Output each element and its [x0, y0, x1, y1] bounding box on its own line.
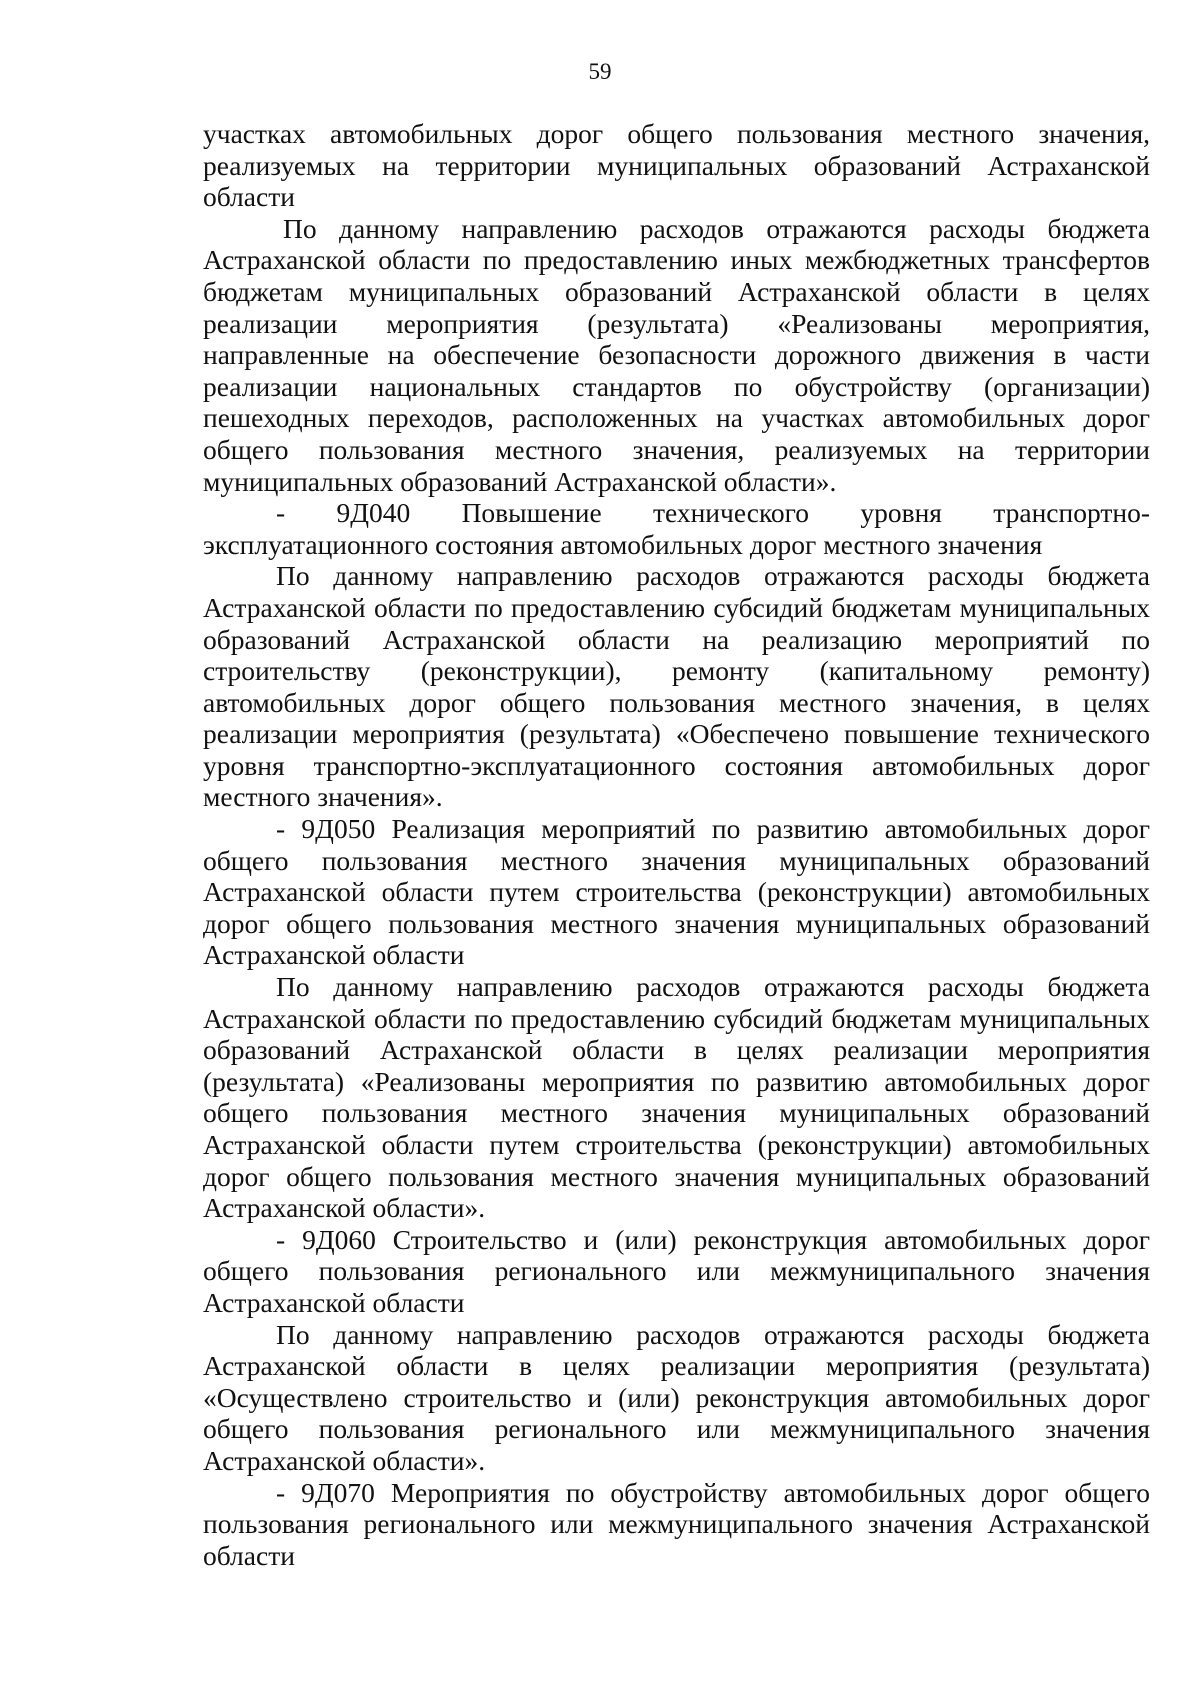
document-body [203, 118, 1150, 1571]
paragraph-code-heading: - 9Д050 Реализация мероприятий по развитию автомобильных дорог общего пользования местного значения муниципальных образований Астраханской области путем строительства (реконструкции) автомобильных дорог общего пользования местного значения муниципальных образований Астраханской области [203, 813, 1150, 971]
paragraph-description: По данному направлению расходов отражаются расходы бюджета Астраханской области по предоставлению субсидий бюджетам муниципальных образований Астраханской области в целях реализации мероприятия (результата) «Реализованы мероприятия по развитию автомобильных дорог общего пользования местного значения муниципальных образований Астраханской области путем строительства (реконструкции) автомобильных дорог общего пользования местного значения муниципальных образований Астраханской области». [203, 971, 1150, 1224]
paragraph-code-heading: - 9Д040 Повышение технического уровня транспортно-эксплуатационного состояния автомобильных дорог местного значения [203, 497, 1150, 560]
paragraph-code-heading: - 9Д060 Строительство и (или) реконструкция автомобильных дорог общего пользования регионального или межмуниципального значения Астраханской области [203, 1223, 1150, 1318]
paragraph-code-heading: - 9Д070 Мероприятия по обустройству автомобильных дорог общего пользования регионального или межмуниципального значения Астраханской области [203, 1476, 1150, 1571]
paragraph-description: По данному направлению расходов отражаются расходы бюджета Астраханской области в целях реализации мероприятия (результата) «Осуществлено строительство и (или) реконструкция автомобильных дорог общего пользования регионального или межмуниципального значения Астраханской области». [203, 1318, 1150, 1476]
paragraph-description: По данному направлению расходов отражаются расходы бюджета Астраханской области по предоставлению иных межбюджетных трансфертов бюджетам муниципальных образований Астраханской области в целях реализации мероприятия (результата) «Реализованы мероприятия, направленные на обеспечение безопасности дорожного движения в части реализации национальных стандартов по обустройству (организации) пешеходных переходов, расположенных на участках автомобильных дорог общего пользования местного значения, реализуемых на территории муниципальных образований Астраханской области». [203, 212, 1150, 497]
paragraph-continuation: участках автомобильных дорог общего пользования местного значения, реализуемых на территории муниципальных образований Астраханской области [203, 118, 1150, 213]
paragraph-description: По данному направлению расходов отражаются расходы бюджета Астраханской области по предоставлению субсидий бюджетам муниципальных образований Астраханской области на реализацию мероприятий по строительству (реконструкции), ремонту (капитальному ремонту) автомобильных дорог общего пользования местного значения, в целях реализации мероприятия (результата) «Обеспечено повышение технического уровня транспортно-эксплуатационного состояния автомобильных дорог местного значения». [203, 560, 1150, 813]
page-number: 59 [588, 59, 612, 84]
